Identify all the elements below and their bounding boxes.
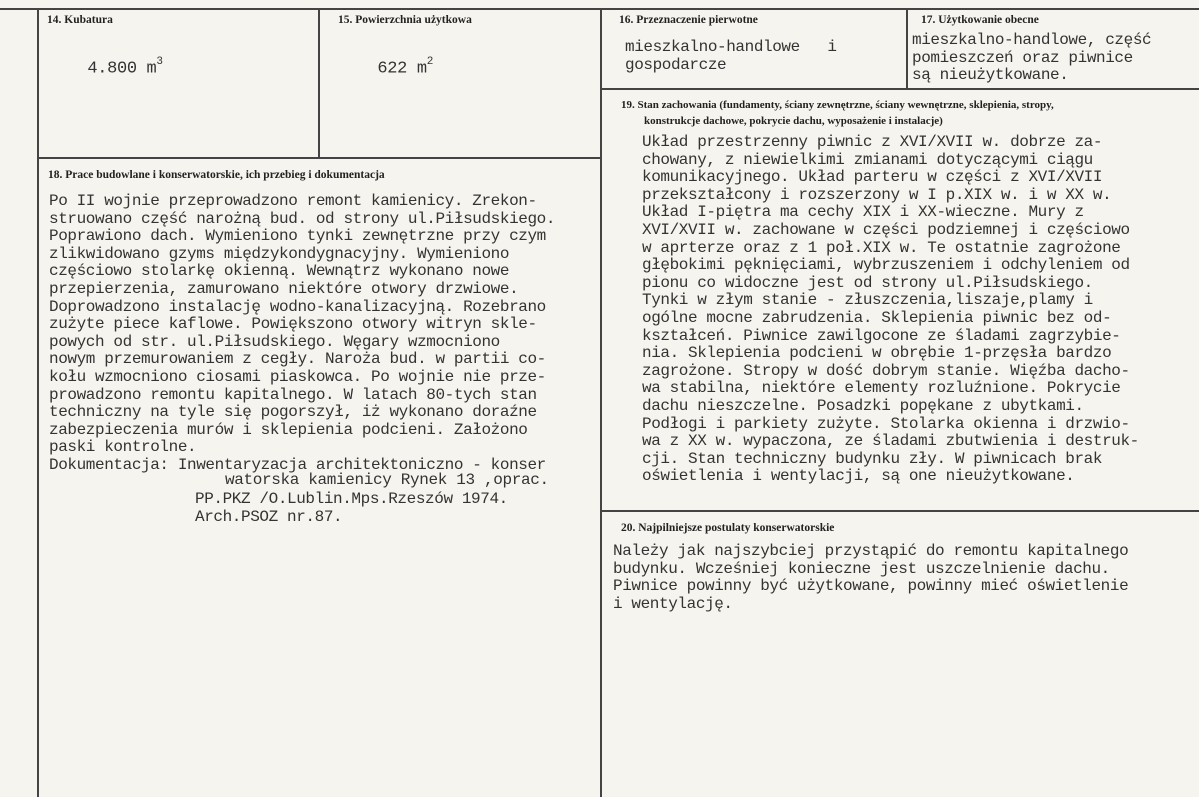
box19-line: zagrożone. Stropy w dość dobrym stanie. Więźba dacho- [642, 361, 1130, 380]
box20-line: i wentylację. [613, 594, 733, 613]
box17-line: pomieszczeń oraz piwnice [912, 48, 1133, 67]
box20-line: Piwnice powinny być użytkowane, powinny mieć oświetlenie [613, 577, 1129, 596]
box19-line: w aprterze oraz z 1 poł.XIX w. Te ostatnie zagrożone [642, 238, 1121, 257]
box18-doc-overlay: watorska kamienicy Rynek 13 ,oprac. [225, 471, 549, 489]
box19-line: wa z XX w. wypaczona, ze śladami zbutwienia i destruk- [642, 432, 1139, 451]
box19-line: Tynki w złym stanie - złuszczenia,liszaje,plamy i [642, 291, 1093, 310]
box14-label: 14. Kubatura [47, 14, 113, 26]
box17-text [912, 32, 1151, 85]
box14-unit-exponent: 3 [156, 55, 163, 68]
box19-label-line2: konstrukcje dachowe, pokrycie dachu, wyposażenie i instalacje) [644, 115, 943, 127]
box19-label-line1: 19. Stan zachowania (fundamenty, ściany zewnętrzne, ściany wewnętrzne, sklepienia, stropy, [621, 99, 1054, 111]
box18-doc-line: PP.PKZ /O.Lublin.Mps.Rzeszów 1974. [195, 490, 508, 508]
box18-line: Doprowadzono instalację wodno-kanalizacyjną. Rozebrano [49, 297, 546, 316]
box16-text [625, 39, 837, 74]
box19-line: nia. Sklepienia podcieni w obrębie 1-przęsła bardzo [642, 344, 1112, 363]
box19-line: głębokimi pęknięciami, wybrzuszeniem i odchyleniem od [642, 256, 1130, 275]
box19-line: chowany, z niewielkimi zmianami dotyczącymi ciągu [642, 150, 1093, 169]
divider-row1-right [600, 88, 1199, 90]
box18-line: przepierzenia, zamurowano niektóre otwory drzwiowe. [49, 279, 519, 298]
box17-line: są nieużytkowane. [912, 66, 1069, 85]
box20-line: Należy jak najszybciej przystąpić do remontu kapitalnego [613, 542, 1129, 560]
box19-line: oświetlenia i wentylacji, są one nieużytkowane. [642, 467, 1075, 486]
box19-line: dachu nieszczelne. Posadzki popękane z ubytkami. [642, 396, 1084, 415]
box19-line: wa stabilna, niektóre elementy rozluźnione. Pokrycie [642, 379, 1121, 398]
divider-19-20 [600, 510, 1199, 512]
box20-line: budynku. Wcześniej konieczne jest uszczelnienie dachu. [613, 559, 1110, 578]
box18-doc-label: Dokumentacja: Inwentaryzacja architektoniczno - konser [49, 455, 546, 474]
box19-line: Układ przestrzenny piwnic z XVI/XVII w. dobrze za- [642, 133, 1103, 151]
divider-left-right [600, 8, 602, 797]
divider-14-15 [318, 8, 320, 158]
box18-line: struowano część narożną bud. od strony ul.Piłsudskiego. [49, 209, 556, 228]
box16-line: mieszkalno-handlowe i [625, 38, 837, 56]
box19-line: cji. Stan techniczny budynku zły. W piwnicach brak [642, 449, 1103, 468]
box19-line: ogólne mocne zabrudzenia. Sklepienia piwnic bez od- [642, 308, 1112, 327]
box18-line: kołu wzmocniono ciosami piaskowca. Po wojnie nie prze- [49, 367, 546, 386]
box18-line: częściowo stolarkę okienną. Wewnątrz wykonano nowe [49, 262, 510, 281]
box18-line: paski kontrolne. [49, 438, 197, 457]
box19-line: pionu co widoczne jest od strony ul.Piłsudskiego. [642, 273, 1093, 292]
divider-left-margin [37, 8, 39, 797]
box20-text [613, 543, 1128, 613]
box18-line: powych od str. ul.Piłsudskiego. Węgary wzmocniono [49, 332, 500, 351]
box18-line: zabezpieczenia murów i sklepienia podcieni. Założono [49, 420, 528, 439]
divider-row1-left [37, 157, 601, 159]
box20-label: 20. Najpilniejsze postulaty konserwatorskie [621, 522, 835, 534]
box18-line: prowadzono remontu kapitalnego. W latach 80-tych stan [49, 385, 537, 404]
box18-line: nowym przemurowaniem z cegły. Naroża bud. w partii co- [49, 350, 546, 369]
box17-line: mieszkalno-handlowe, część [912, 31, 1152, 49]
box14-value-text: 4.800 m [87, 59, 157, 79]
box14-value [48, 38, 163, 95]
box18-text [49, 193, 555, 475]
box19-line: Podłogi i parkiety zużyte. Stolarka okienna i drzwio- [642, 414, 1130, 433]
box19-line: Układ I-piętra ma cechy XIX i XX-wieczne. Mury z [642, 203, 1084, 222]
box15-label: 15. Powierzchnia użytkowa [338, 14, 472, 26]
box18-line: zlikwidowano gzyms międzykondygnacyjny. Wymieniono [49, 244, 510, 263]
box18-line: zużyte piece kaflowe. Powiększono otwory witryn skle- [49, 315, 537, 334]
box16-label: 16. Przeznaczenie pierwotne [619, 14, 758, 26]
box19-line: przekształcony i rozszerzony w I p.XIX w. i w XX w. [642, 185, 1112, 204]
box19-text [642, 134, 1139, 486]
box19-line: komunikacyjnego. Układ parteru w części z XVI/XVII [642, 168, 1103, 187]
box18-line: techniczny na tyle się pogorszył, iż wykonano doraźne [49, 403, 537, 422]
divider-16-17 [906, 8, 908, 88]
box15-value [338, 38, 433, 95]
box16-line: gospodarcze [625, 55, 727, 74]
box18-doc-lines [49, 491, 508, 526]
box18-doc-line: Arch.PSOZ nr.87. [195, 507, 343, 526]
box18-label: 18. Prace budowlane i konserwatorskie, ich przebieg i dokumentacja [48, 169, 385, 181]
box18-line: Poprawiono dach. Wymieniono tynki zewnętrzne przy czym [49, 227, 546, 246]
box19-line: kształceń. Piwnice zawilgocone ze śladami zagrzybie- [642, 326, 1121, 345]
box15-unit-exponent: 2 [426, 55, 433, 68]
box17-label: 17. Użytkowanie obecne [921, 14, 1039, 26]
box18-line: Po II wojnie przeprowadzono remont kamienicy. Zrekon- [49, 192, 537, 210]
box15-value-text: 622 m [377, 59, 427, 79]
box19-line: XVI/XVII w. zachowane w części podziemnej i częściowo [642, 220, 1130, 239]
